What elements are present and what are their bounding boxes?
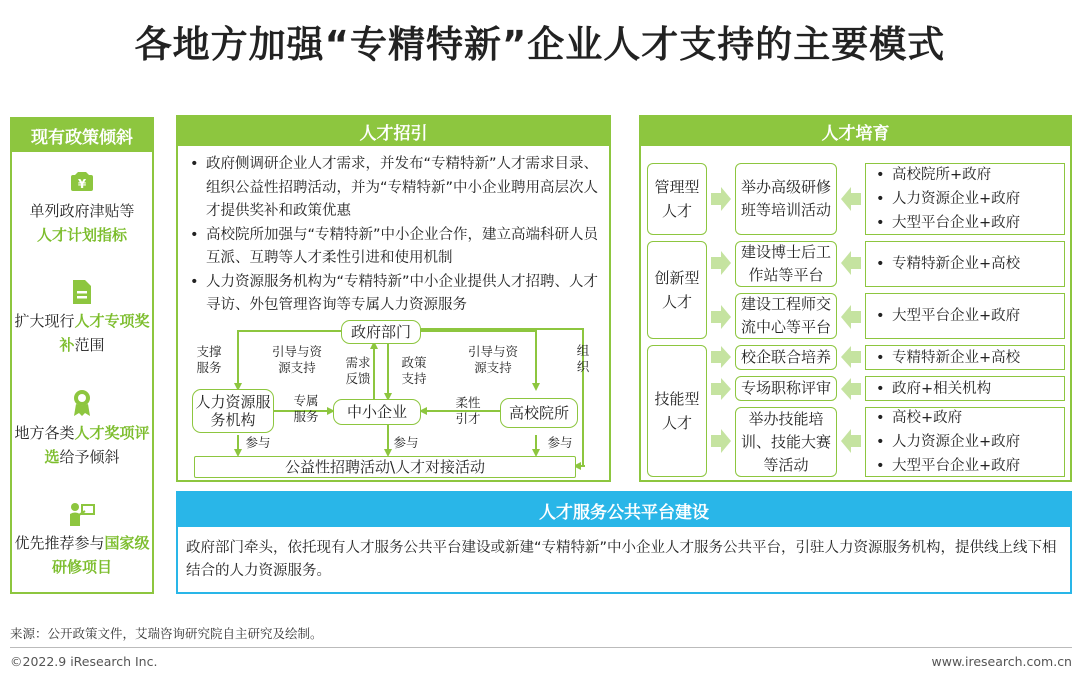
partner-item: • 大型平台企业+政府 xyxy=(872,304,1064,328)
award-medal-icon xyxy=(71,389,93,417)
arrow-right-icon xyxy=(711,187,731,211)
partner-item: • 大型平台企业+政府 xyxy=(872,211,1064,235)
arrow-right-icon xyxy=(711,378,731,400)
label-participate: 参与 xyxy=(547,435,573,450)
label-guide-left: 引导与资源支持 xyxy=(271,344,322,375)
label-organize: 组织 xyxy=(576,343,590,374)
policy-item-award-subsidy: 扩大现行人才专项奖补范围 xyxy=(12,279,152,357)
label-participate: 参与 xyxy=(245,435,271,450)
arrow-left-icon xyxy=(841,346,861,368)
partners-joint xyxy=(865,345,1065,370)
document-icon xyxy=(71,279,93,305)
recruit-panel xyxy=(176,115,611,482)
partners-engineer xyxy=(865,293,1065,339)
node-recruit-activity: 公益性招聘活动\人才对接活动 xyxy=(194,456,576,478)
partner-item: • 政府+相关机构 xyxy=(872,377,1064,401)
arrow-left-icon xyxy=(841,251,861,275)
arrow-left-icon xyxy=(841,429,861,453)
activity-title-review: 专场职称评审 xyxy=(735,376,837,401)
talent-type-management: 管理型人才 xyxy=(647,163,707,235)
talent-type-innovation: 创新型人才 xyxy=(647,241,707,339)
teacher-icon xyxy=(68,501,96,527)
platform-text: 政府部门牵头，依托现有人才服务公共平台建设或新建“专精特新”中小企业人才服务公共平台，引驻人力资源服务机构，提供线上线下相结合的人力资源服务。 xyxy=(186,540,1057,579)
activity-advanced-training: 举办高级研修班等培训活动 xyxy=(735,163,837,235)
recruit-header: 人才招引 xyxy=(178,117,609,146)
node-hr-agency: 人力资源服务机构 xyxy=(192,389,274,433)
policy-item-award-selection: 地方各类人才奖项评选给予倾斜 xyxy=(12,389,152,469)
recruit-bullet: • 高校院所加强与“专精特新”中小企业合作，建立高端科研人员互派、互聘等人才柔性引进和使用机制 xyxy=(184,224,604,271)
label-guide-right: 引导与资源支持 xyxy=(467,344,518,375)
label-policy-support: 政策支持 xyxy=(401,355,427,386)
partners-postdoc xyxy=(865,241,1065,287)
label-exclusive-service: 专属服务 xyxy=(293,393,319,424)
policy-header: 现有政策倾斜 xyxy=(12,119,152,152)
arrow-left-icon xyxy=(841,378,861,400)
node-university: 高校院所 xyxy=(500,398,578,428)
node-government: 政府部门 xyxy=(341,320,421,344)
label-demand-feedback: 需求反馈 xyxy=(345,355,371,386)
label-flexible-recruit: 柔性引才 xyxy=(455,395,481,426)
partners-management xyxy=(865,163,1065,235)
talent-type-skill: 技能型人才 xyxy=(647,345,707,477)
activity-postdoc-station: 建设博士后工作站等平台 xyxy=(735,241,837,287)
activity-joint-cultivation: 校企联合培养 xyxy=(735,345,837,370)
policy-panel xyxy=(10,117,154,594)
partners-title-review xyxy=(865,376,1065,401)
recruit-bullet: • 政府侧调研企业人才需求，并发布“专精特新”人才需求目录、组织公益性招聘活动，并为“专精特新”中小企业聘用高层次人才提供奖补和政策优惠 xyxy=(184,153,604,224)
policy-item-training: 优先推荐参与国家级研修项目 xyxy=(12,501,152,579)
policy-item-subsidy: ¥ 单列政府津贴等 人才计划指标 xyxy=(12,171,152,247)
partner-item: • 人力资源企业+政府 xyxy=(872,187,1064,211)
arrow-right-icon xyxy=(711,251,731,275)
money-icon xyxy=(69,171,95,195)
label-support-service: 支撑服务 xyxy=(196,344,222,375)
partner-item: • 高校院所+政府 xyxy=(872,163,1064,187)
arrow-left-icon xyxy=(841,305,861,329)
arrow-right-icon xyxy=(711,346,731,368)
partner-item: • 大型平台企业+政府 xyxy=(872,454,1064,478)
arrow-right-icon xyxy=(711,305,731,329)
source-note: 来源：公开政策文件，艾瑞咨询研究院自主研究及绘制。 xyxy=(10,626,323,641)
recruit-bullet: • 人力资源服务机构为“专精特新”中小企业提供人才招聘、人才寻访、外包管理咨询等专属人力资源服务 xyxy=(184,271,604,318)
activity-engineer-center: 建设工程师交流中心等平台 xyxy=(735,293,837,339)
copyright: ©2022.9 iResearch Inc. xyxy=(10,654,158,669)
activity-skill-contest: 举办技能培训、技能大赛等活动 xyxy=(735,407,837,477)
platform-header: 人才服务公共平台建设 xyxy=(178,493,1070,527)
platform-panel xyxy=(176,491,1072,594)
partner-item: • 高校+政府 xyxy=(872,406,1064,430)
footer-divider xyxy=(10,647,1072,648)
train-header: 人才培育 xyxy=(641,117,1070,146)
train-panel xyxy=(639,115,1072,482)
partner-item: • 人力资源企业+政府 xyxy=(872,430,1064,454)
partner-item: • 专精特新企业+高校 xyxy=(872,252,1064,276)
partners-skill xyxy=(865,407,1065,477)
arrow-right-icon xyxy=(711,429,731,453)
node-sme: 中小企业 xyxy=(333,399,421,425)
page-title: 各地方加强“专精特新”企业人才支持的主要模式 xyxy=(134,23,946,66)
partner-item: • 专精特新企业+高校 xyxy=(872,346,1064,370)
svg-text:¥: ¥ xyxy=(77,177,87,191)
label-participate: 参与 xyxy=(393,435,419,450)
website-link: www.iresearch.com.cn xyxy=(931,654,1072,669)
arrow-left-icon xyxy=(841,187,861,211)
